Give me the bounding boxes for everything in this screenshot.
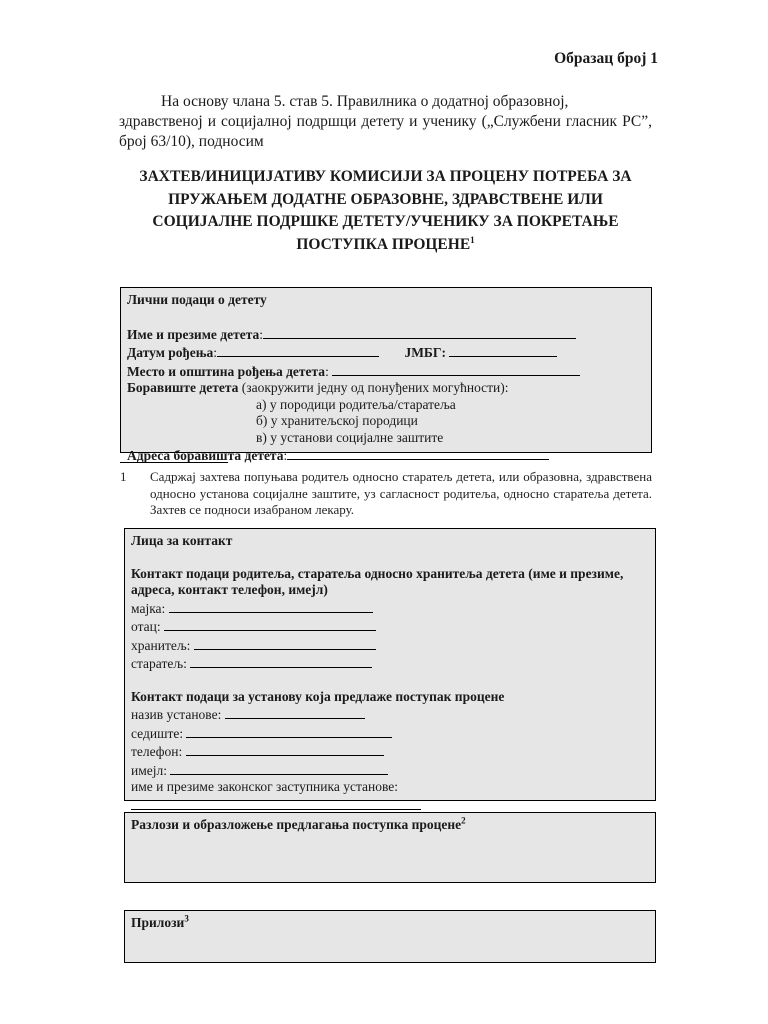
residence-row [127,380,645,397]
mother-field[interactable] [169,599,373,613]
institution-contact-heading: Контакт подаци за установу која предлаже поступак процене [131,688,505,704]
footnote-text: Садржај захтева попуњава родитељ односно старатељ детета, или образовна, здравствена односно установа социјалне заштите, уз сагласност родитеља, односно старатеља детета. Захтев се подноси изабраном лекару. [150,469,652,517]
intro-paragraph [119,92,652,152]
residence-option-b[interactable]: б) у хранитељској породици [256,413,418,428]
title-footnote-ref: 1 [470,234,475,245]
inst-email-label: имејл: [131,762,167,778]
inst-rep-field[interactable] [131,796,421,810]
father-row [131,617,649,636]
residence-option-a[interactable]: а) у породици родитеља/старатеља [256,396,456,412]
address-label: Адреса боравишта детета [127,448,284,463]
parents-contact-heading: Контакт подаци родитеља, старатеља односно хранитеља детета (име и презиме, адреса, контакт телефон, имејл) [131,565,624,597]
residence-option-c[interactable]: в) у установи социјалне заштите [256,429,444,445]
jmbg-field[interactable] [449,343,557,357]
reasons-box[interactable] [124,812,656,883]
reasons-heading: Разлози и образложење предлагања поступка процене [131,817,462,832]
inst-name-row [131,705,649,724]
dob-row: Датум рођења: ЈМБГ: [127,343,645,362]
foster-field[interactable] [194,636,376,650]
attachments-heading: Прилози [131,915,185,930]
guardian-row [131,654,649,673]
footnote-1 [120,469,652,519]
contacts-heading: Лица за контакт [131,533,233,548]
mother-row [131,599,649,618]
foster-row [131,636,649,655]
inst-email-row [131,761,649,780]
guardian-label: старатељ: [131,656,187,671]
child-name-row: Име и презиме детета: [127,325,645,344]
personal-data-box [120,287,652,463]
inst-seat-row [131,724,649,743]
guardian-field[interactable] [190,654,372,668]
birthplace-row: Место и општина рођења детета: [127,362,645,381]
father-label: отац: [131,619,161,634]
footnote-number: 1 [120,469,127,484]
jmbg-label: ЈМБГ: [404,345,446,360]
child-name-label: Име и презиме детета [127,326,260,342]
inst-seat-label: седиште: [131,725,184,741]
father-field[interactable] [164,617,376,631]
inst-phone-field[interactable] [186,742,384,756]
address-row: Адреса боравишта детета: [127,446,645,465]
dob-label: Датум рођења [127,345,214,360]
residence-label: Боравиште детета [127,380,239,395]
footnote-divider [120,462,228,463]
attachments-footnote-ref: 3 [184,913,189,924]
child-name-field[interactable] [263,325,576,339]
reasons-footnote-ref: 2 [461,815,466,826]
mother-label: мајка: [131,600,166,616]
personal-data-heading: Лични подаци о детету [127,292,267,307]
inst-name-field[interactable] [225,705,365,719]
birthplace-field[interactable] [332,362,580,376]
attachments-box[interactable] [124,910,656,963]
residence-hint: (заокружити једну од понуђених могућности): [241,380,509,395]
foster-label: хранитељ: [131,637,191,653]
birthplace-label: Место и општина рођења детета [127,363,326,379]
intro-rest: здравственој и социјалној подршци детету и ученику („Службени гласник РС”, број 63/10), подносим [119,113,652,150]
inst-name-label: назив установе: [131,707,222,722]
document-title [119,166,652,256]
inst-seat-field[interactable] [186,724,392,738]
title-text: ЗАХТЕВ/ИНИЦИЈАТИВУ КОМИСИЈИ ЗА ПРОЦЕНУ ПОТРЕБА ЗА ПРУЖАЊЕМ ДОДАТНЕ ОБРАЗОВНЕ, ЗДРАВСТВЕНЕ ИЛИ СОЦИЈАЛНЕ ПОДРШКЕ ДЕТЕТУ/УЧЕНИКУ ЗА ПОКРЕТАЊЕ ПОСТУПКА ПРОЦЕНЕ [139,168,632,253]
inst-rep-row [131,779,649,796]
contacts-box [124,528,656,801]
dob-field[interactable] [217,343,379,357]
form-number: Образац број 1 [554,50,658,67]
inst-rep-label: име и презиме законског заступника установе: [131,779,399,794]
intro-line-1: На основу члана 5. став 5. Правилника о додатној образовној, [161,93,569,110]
address-field[interactable] [287,446,549,460]
inst-email-field[interactable] [170,761,388,775]
inst-phone-label: телефон: [131,744,183,759]
inst-phone-row [131,742,649,761]
